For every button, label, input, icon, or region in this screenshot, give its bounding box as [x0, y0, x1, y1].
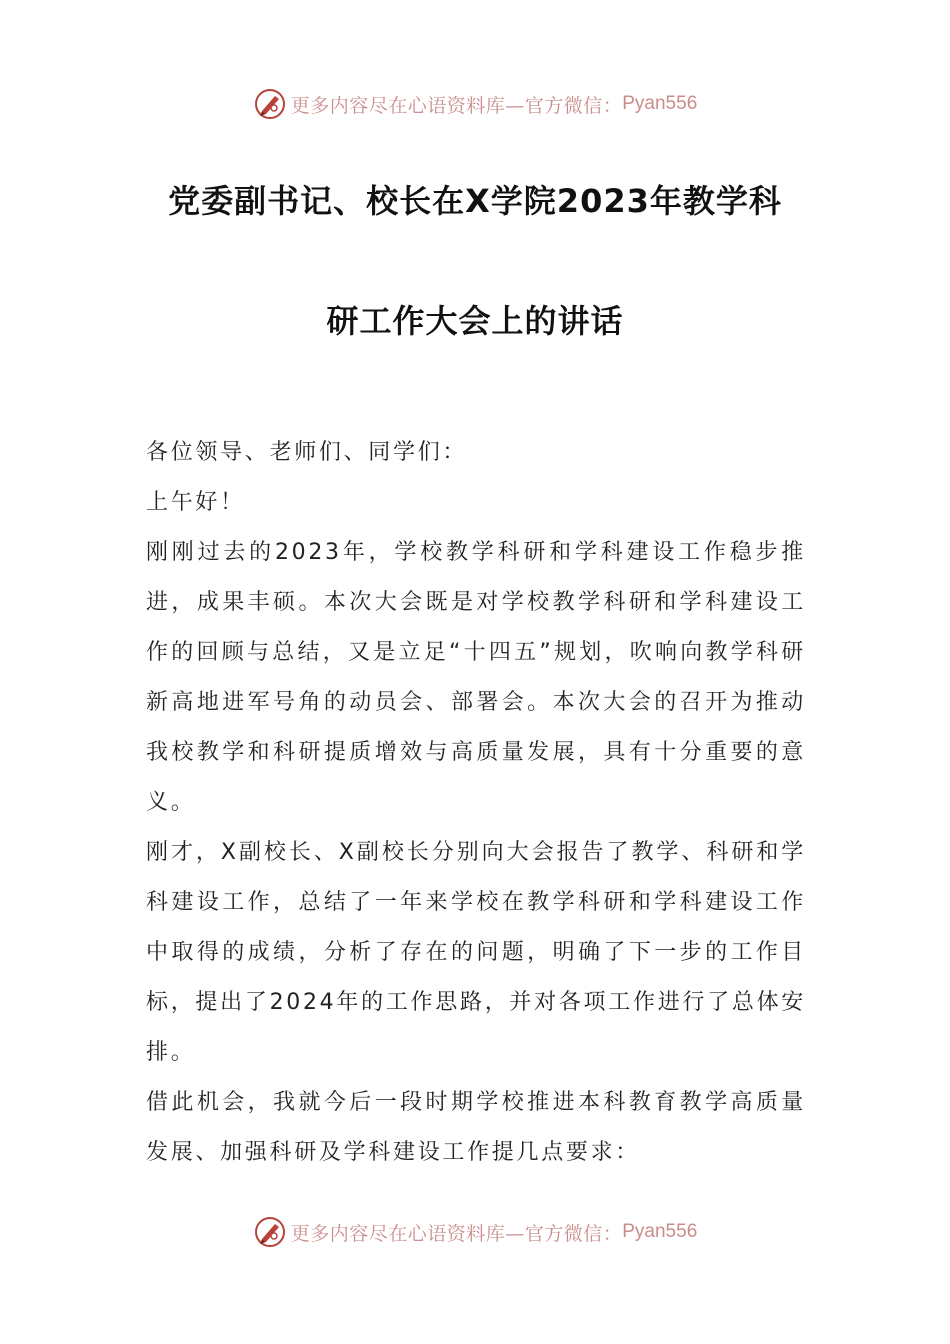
pen-seal-logo-icon: [253, 87, 287, 121]
greeting-paragraph: 上午好！: [146, 490, 245, 515]
document-title-line-1: 党委副书记、校长在X学院2023年教学科: [168, 182, 782, 220]
salutation-paragraph: 各位领导、老师们、同学们：: [146, 440, 468, 465]
watermark-wechat-id: Pyan556: [622, 1221, 698, 1242]
body-paragraph: 刚才，X副校长、X副校长分别向大会报告了教学、科研和学科建设工作，总结了一年来学校在教学科研和学科建设工作中取得的成绩，分析了存在的问题，明确了下一步的工作目标，提出了2024年的工作思路，并对各项工作进行了总体安排。: [146, 840, 806, 1065]
pen-seal-logo-icon: [253, 1215, 287, 1249]
watermark-wechat-id: Pyan556: [622, 93, 698, 114]
watermark-text: 更多内容尽在心语资料库—官方微信：: [290, 94, 623, 117]
footer-watermark: [0, 1212, 950, 1252]
body-paragraph: 刚刚过去的2023年，学校教学科研和学科建设工作稳步推进，成果丰硕。本次大会既是对学校教学科研和学科建设工作的回顾与总结，又是立足“十四五”规划，吹响向教学科研新高地进军号角的动员会、部署会。本次大会的召开为推动我校教学和科研提质增效与高质量发展，具有十分重要的意义。: [146, 540, 806, 815]
document-title-line-2: 研工作大会上的讲话: [326, 302, 624, 340]
document-body: [146, 428, 806, 1178]
watermark-text: 更多内容尽在心语资料库—官方微信：: [290, 1222, 623, 1245]
header-watermark: [0, 84, 950, 124]
body-paragraph: 借此机会，我就今后一段时期学校推进本科教育教学高质量发展、加强科研及学科建设工作提几点要求：: [146, 1090, 806, 1165]
